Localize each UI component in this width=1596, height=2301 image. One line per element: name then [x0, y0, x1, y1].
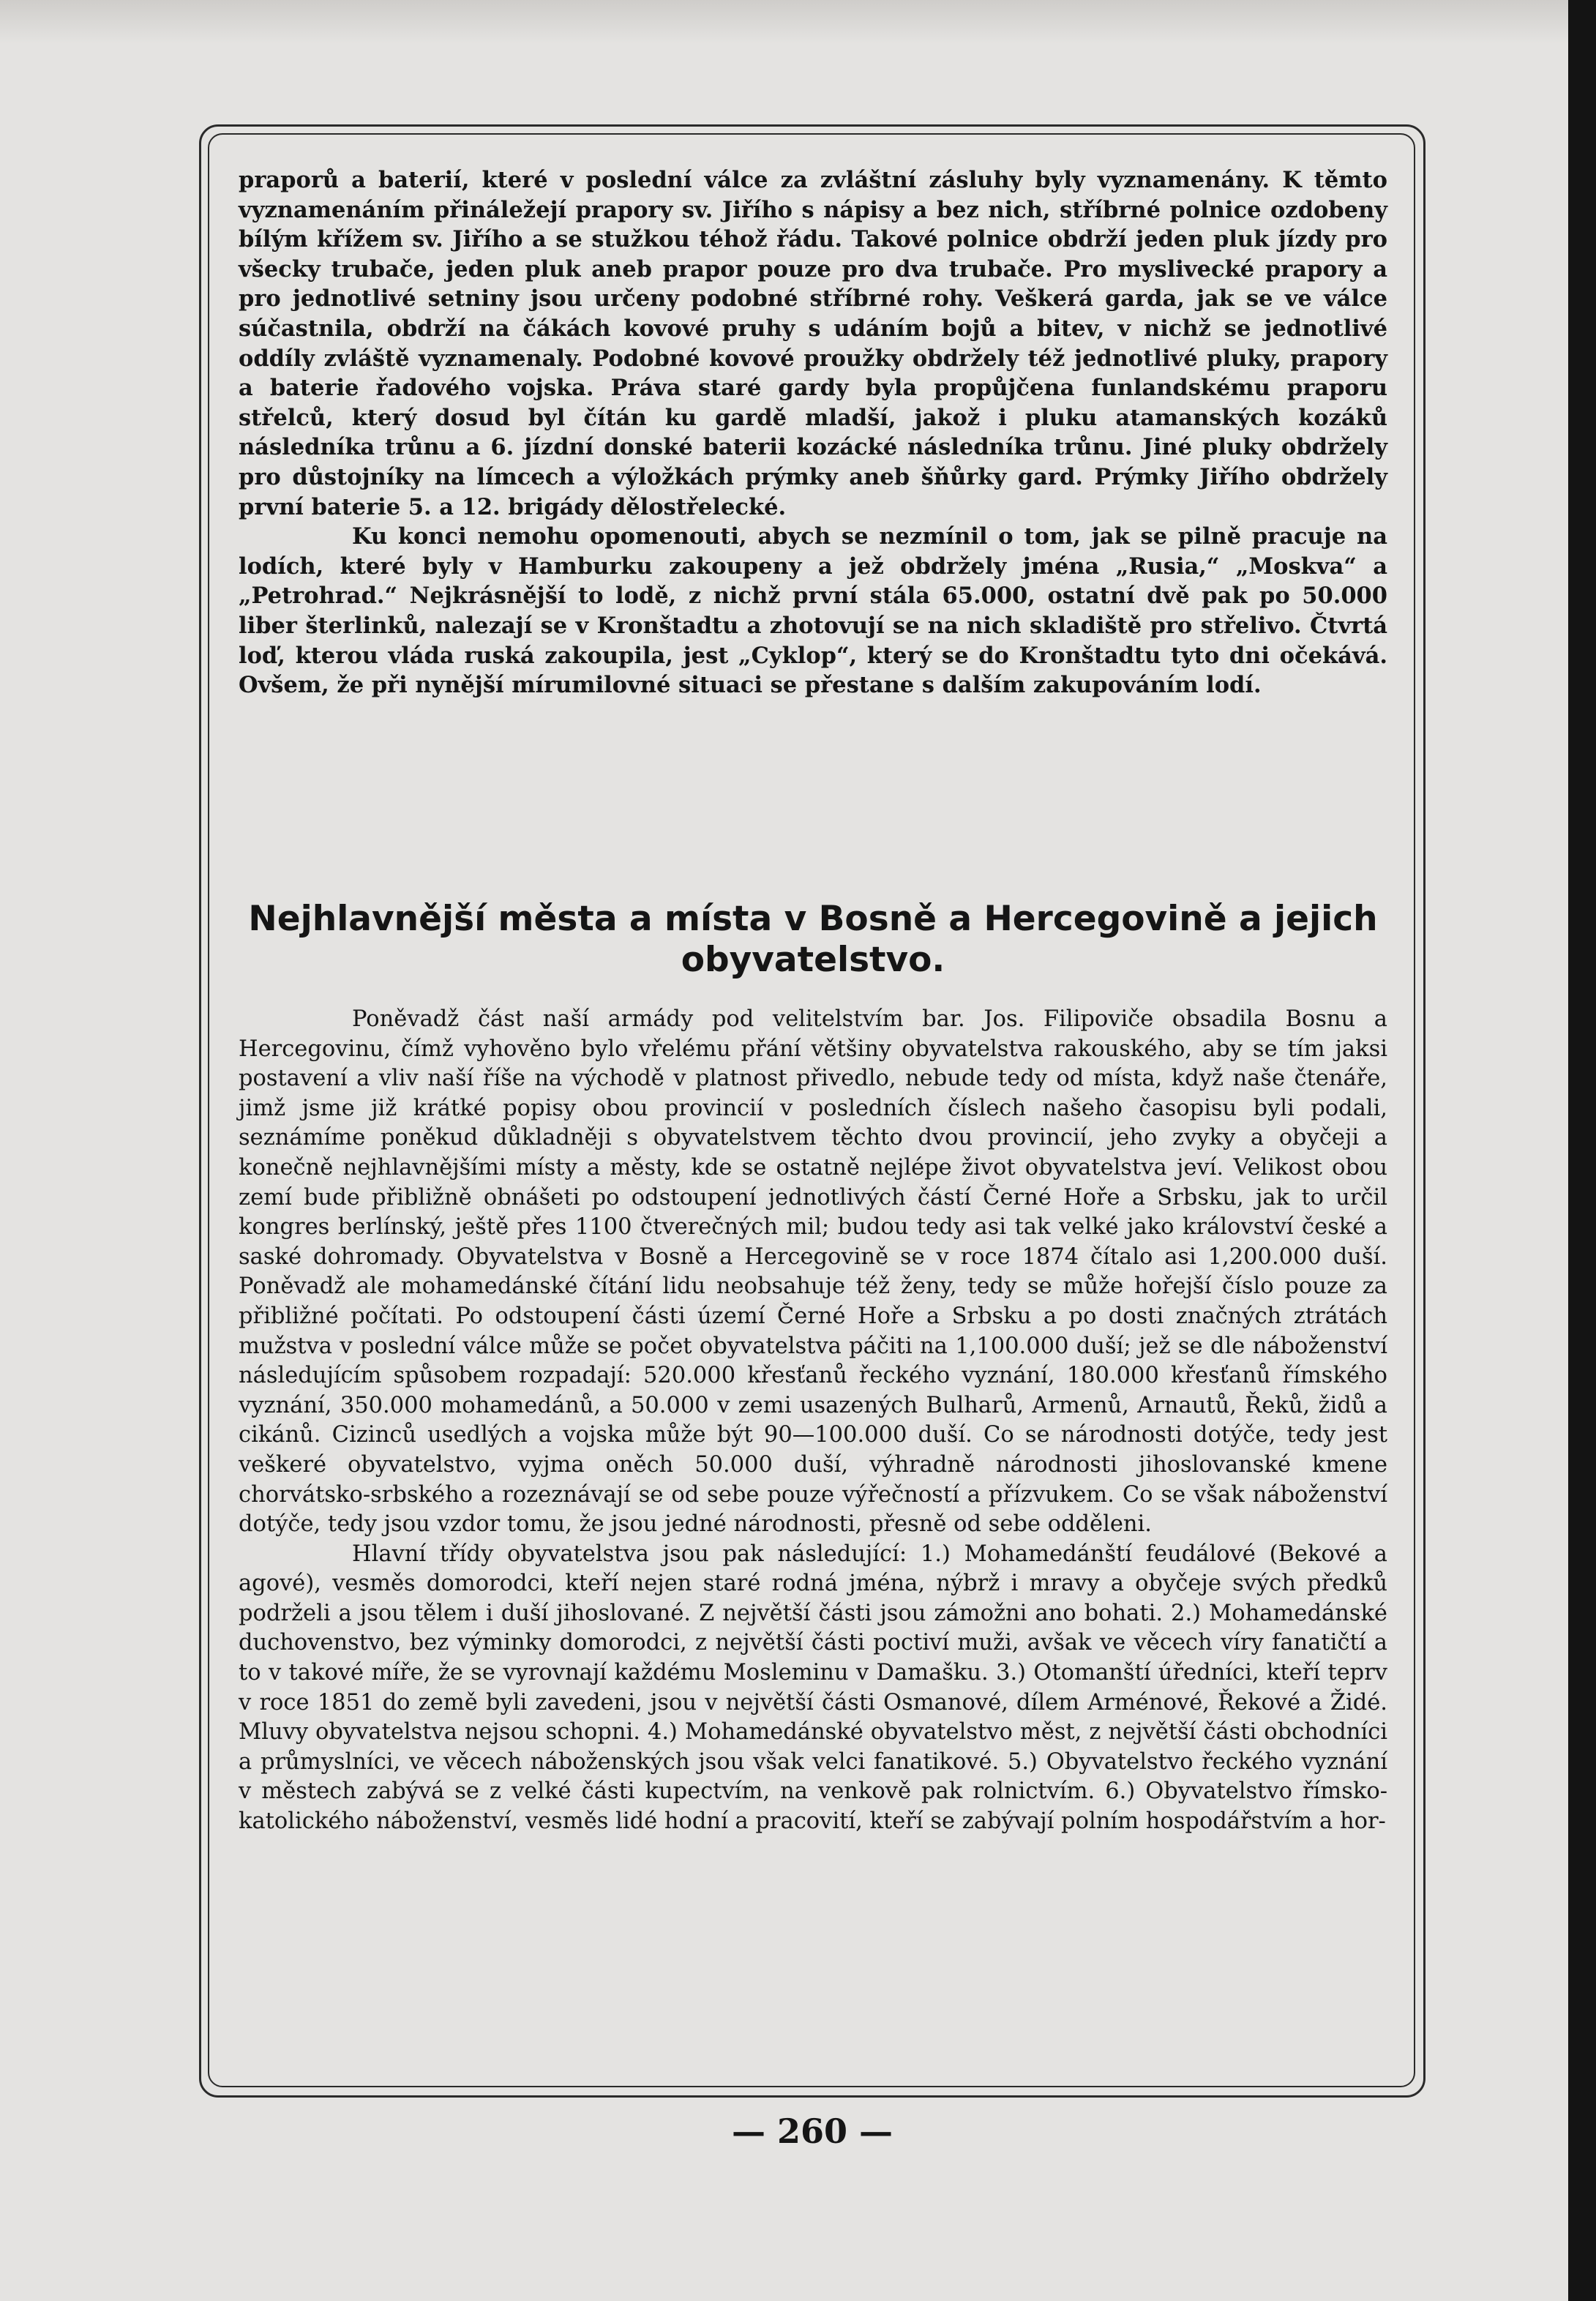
scan-shadow: [0, 0, 1568, 44]
scan-binding-edge: [1568, 0, 1596, 2301]
page-number: — 260 —: [731, 2111, 893, 2151]
paragraph: Ku konci nemohu opomenouti, abych se nezmínil o tom, jak se pilně pracuje na lodích, které byly v Hamburku zakoupeny a jež obdržely jména „Rusia,“ „Moskva“ a „Petrohrad.“ Nejkrásnější to lodě, z nichž první stála 65.000, ostatní dvě pak po 50.000 liber šterlinků, nalezají se v Kronštadtu a zhotovují se na nich skladiště pro střelivo. Čtvrtá loď, kterou vláda ruská zakoupila, jest „Cyklop“, který se do Kronštadtu tyto dni očekává. Ovšem, že při nynější mírumilovné situaci se přestane s dalším zakupováním lodí.: [239, 523, 1387, 699]
paragraph: Hlavní třídy obyvatelstva jsou pak následující: 1.) Mohamedánští feudálové (Bekové a agové), vesměs domorodci, kteří nejen staré rodná jména, nýbrž i mravy a obyčeje svých předků podrželi a jsou tělem i duší jihoslované. Z největší části jsou zámožni ano bohati. 2.) Mohamedánské duchovenstvo, bez výminky domorodci, z největší části poctiví muži, avšak ve věcech víry fanatičtí a to v takové míře, že se vyrovnají každému Mosleminu v Damašku. 3.) Otomanští úředníci, kteří teprv v roce 1851 do země byli zavedeni, jsou v největší části Osmanové, dílem Arménové, Řekové a Židé. Mluvy obyvatelstva nejsou schopni. 4.) Mohamedánské obyvatelstvo měst, z největší části obchodníci a průmyslníci, ve věcech náboženských jsou však velci fanatikové. 5.) Obyvatelstvo řeckého vyznání v městech zabývá se z velké části kupectvím, na venkově pak rolnictvím. 6.) Obyvatelstvo římsko-katolického náboženství, vesměs lidé hodní a pracovití, kteří se zabývají polním hospodářstvím a hor-: [239, 1541, 1387, 1835]
article-title-line-1: Nejhlavnější města a místa v Bosně a Hercegovině a jejich: [248, 899, 1378, 939]
paragraph: praporů a baterií, které v poslední válce za zvláštní zásluhy byly vyznamenány. K těmto vyznamenáním přináležejí prapory sv. Jiřího s nápisy a bez nich, stříbrné polnice ozdobeny bílým křížem sv. Jiřího a se stužkou téhož řádu. Takové polnice obdrží jeden pluk jízdy pro všecky trubače, jeden pluk aneb prapor pouze pro dva trubače. Pro myslivecké prapory a pro jednotlivé setniny jsou určeny podobné stříbrné rohy. Veškerá garda, jak se ve válce súčastnila, obdrží na čákách kovové pruhy s udáním bojů a bitev, v nichž se jednotlivé oddíly zvláště vyznamenaly. Podobné kovové proužky obdržely též jednotlivé pluky, prapory a baterie řadového vojska. Práva staré gardy byla propůjčena funlandskému praporu střelců, který dosud byl čítán ku gardě mladší, jakož i pluku atamanských kozáků následníka trůnu a 6. jízdní donské baterii kozácké následníka trůnu. Jiné pluky obdržely pro důstojníky na límcech a výložkách prýmky aneb šňůrky gard. Prýmky Jiřího obdržely první baterie 5. a 12. brigády dělostřelecké.: [239, 167, 1387, 520]
paragraph: Poněvadž část naší armády pod velitelstvím bar. Jos. Filipoviče obsadila Bosnu a Hercegovinu, čímž vyhověno bylo vřelému přání většiny obyvatelstva rakouského, aby se tím jaksi postavení a vliv naší říše na východě v platnost přivedlo, nebude tedy od místa, když naše čtenáře, jimž jsme již krátké popisy obou provincií v posledních číslech našeho časopisu byli podali, seznámíme poněkud důkladněji s obyvatelstvem těchto dvou provincií, jeho zvyky a obyčeji a konečně nejhlavnějšími místy a městy, kde se ostatně nejlépe život obyvatelstva jeví. Velikost obou zemí bude přibližně obnášeti po odstoupení jednotlivých částí Černé Hoře a Srbsku, jak to určil kongres berlínský, ještě přes 1100 čtverečných mil; budou tedy asi tak velké jako království české a saské dohromady. Obyvatelstva v Bosně a Hercegovině se v roce 1874 čítalo asi 1,200.000 duší. Poněvadž ale mohamedánské čítání lidu neobsahuje též ženy, tedy se může hořejší číslo pouze za přibližné počítati. Po odstoupení části území Černé Hoře a Srbsku a po dosti značných ztrátách mužstva v poslední válce může se počet obyvatelstva páčiti na 1,100.000 duší; jež se dle náboženství následujícím spůsobem rozpadají: 520.000 křesťanů řeckého vyznání, 180.000 křesťanů římského vyznání, 350.000 mohamedánů, a 50.000 v zemi usazených Bulharů, Armenů, Arnautů, Řeků, židů a cikánů. Cizinců usedlých a vojska může být 90—100.000 duší. Co se národnosti dotýče, tedy jest veškeré obyvatelstvo, vyjma oněch 50.000 duší, výhradně národnosti jihoslovanské kmene chorvátsko-srbského a rozeznávají se od sebe pouze výřečností a přízvukem. Co se však náboženství dotýče, tedy jsou vzdor tomu, že jsou jedné národnosti, přesně od sebe odděleni.: [239, 1006, 1387, 1538]
article-body: [239, 1005, 1387, 1837]
article-title-line-2: obyvatelstvo.: [681, 940, 945, 980]
article-continuation: [239, 165, 1387, 700]
article-title: [239, 899, 1387, 981]
